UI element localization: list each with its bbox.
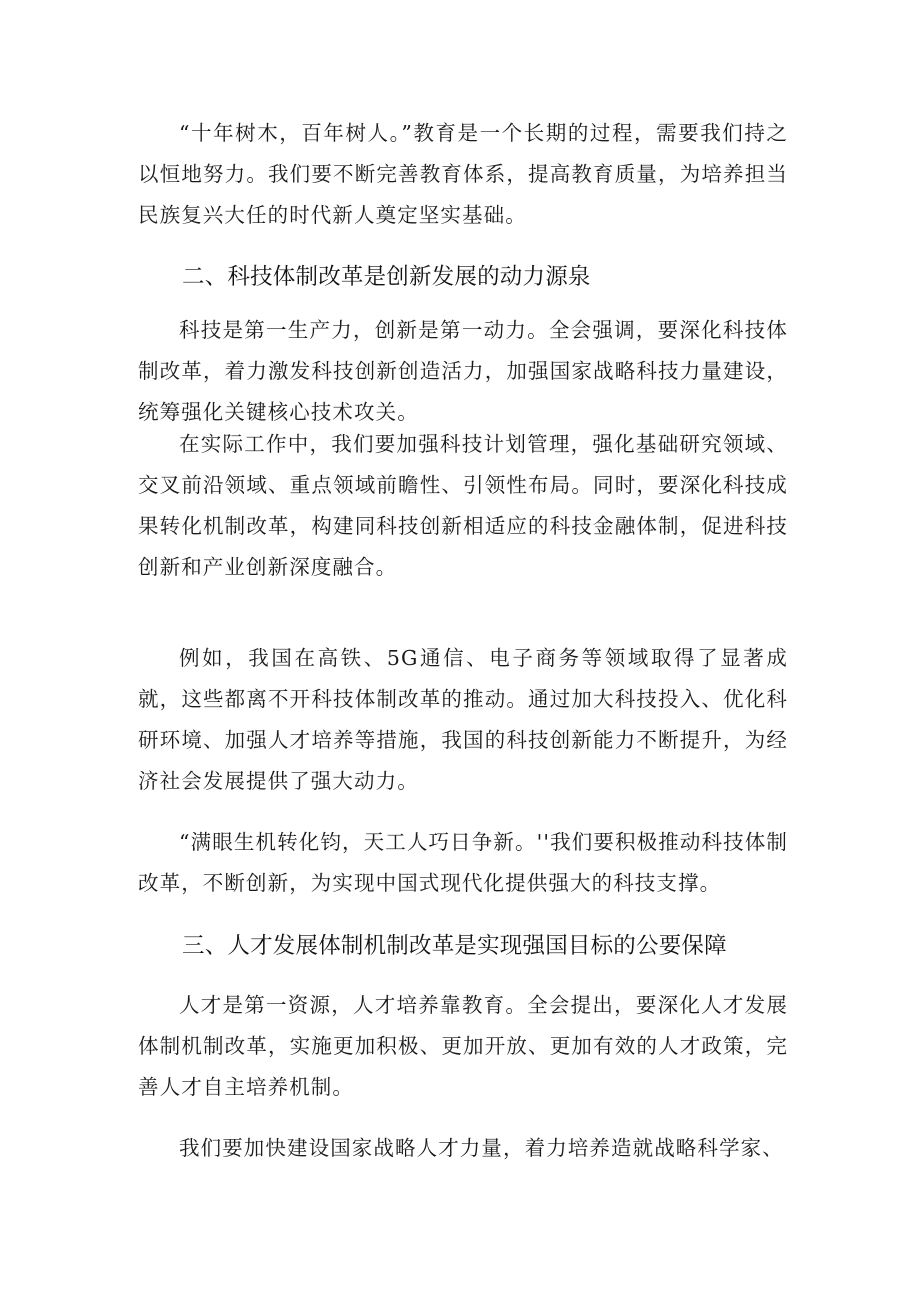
paragraph-talent-strategy: 我们要加快建设国家战略人才力量，着力培养造就战略科学家、 xyxy=(179,1136,784,1160)
paragraph-education-conclusion: “十年树木，百年树人。”教育是一个长期的过程，需要我们持之以恒地努力。我们要不断完善教育体系，提高教育质量，为培养担当民族复兴大任的时代新人奠定坚实基础。 xyxy=(138,121,788,227)
paragraph-tech-practice: 在实际工作中，我们要加强科技计划管理，强化基础研究领域、交叉前沿领域、重点领域前瞻性、引领性布局。同时，要深化科技成果转化机制改革，构建同科技创新相适应的科技金融体制，促进科技创新和产业创新深度融合。 xyxy=(138,432,788,579)
section-heading-3: 三、人才发展体制机制改革是实现强国目标的公要保障 xyxy=(182,933,727,959)
paragraph-talent-intro: 人才是第一资源，人才培养靠教育。全会提出，要深化人才发展体制机制改革，实施更加积极、更加开放、更加有效的人才政策，完善人才自主培养机制。 xyxy=(138,993,788,1099)
paragraph-tech-example: 例如，我国在高铁、5G通信、电子商务等领域取得了显著成就，这些都离不开科技体制改革的推动。通过加大科技投入、优化科研环境、加强人才培养等措施，我国的科技创新能力不断提升，为经济社会发展提供了强大动力。 xyxy=(138,646,788,793)
paragraph-tech-intro: 科技是第一生产力，创新是第一动力。全会强调，要深化科技体制改革，着力激发科技创新创造活力，加强国家战略科技力量建设，统筹强化关键核心技术攻关。 xyxy=(138,318,788,424)
paragraph-tech-quote: “满眼生机转化钧，天工人巧日争新。''我们要积极推动科技体制改革，不断创新，为实现中国式现代化提供强大的科技支撑。 xyxy=(138,830,788,895)
section-heading-2: 二、科技体制改革是创新发展的动力源泉 xyxy=(182,264,591,290)
